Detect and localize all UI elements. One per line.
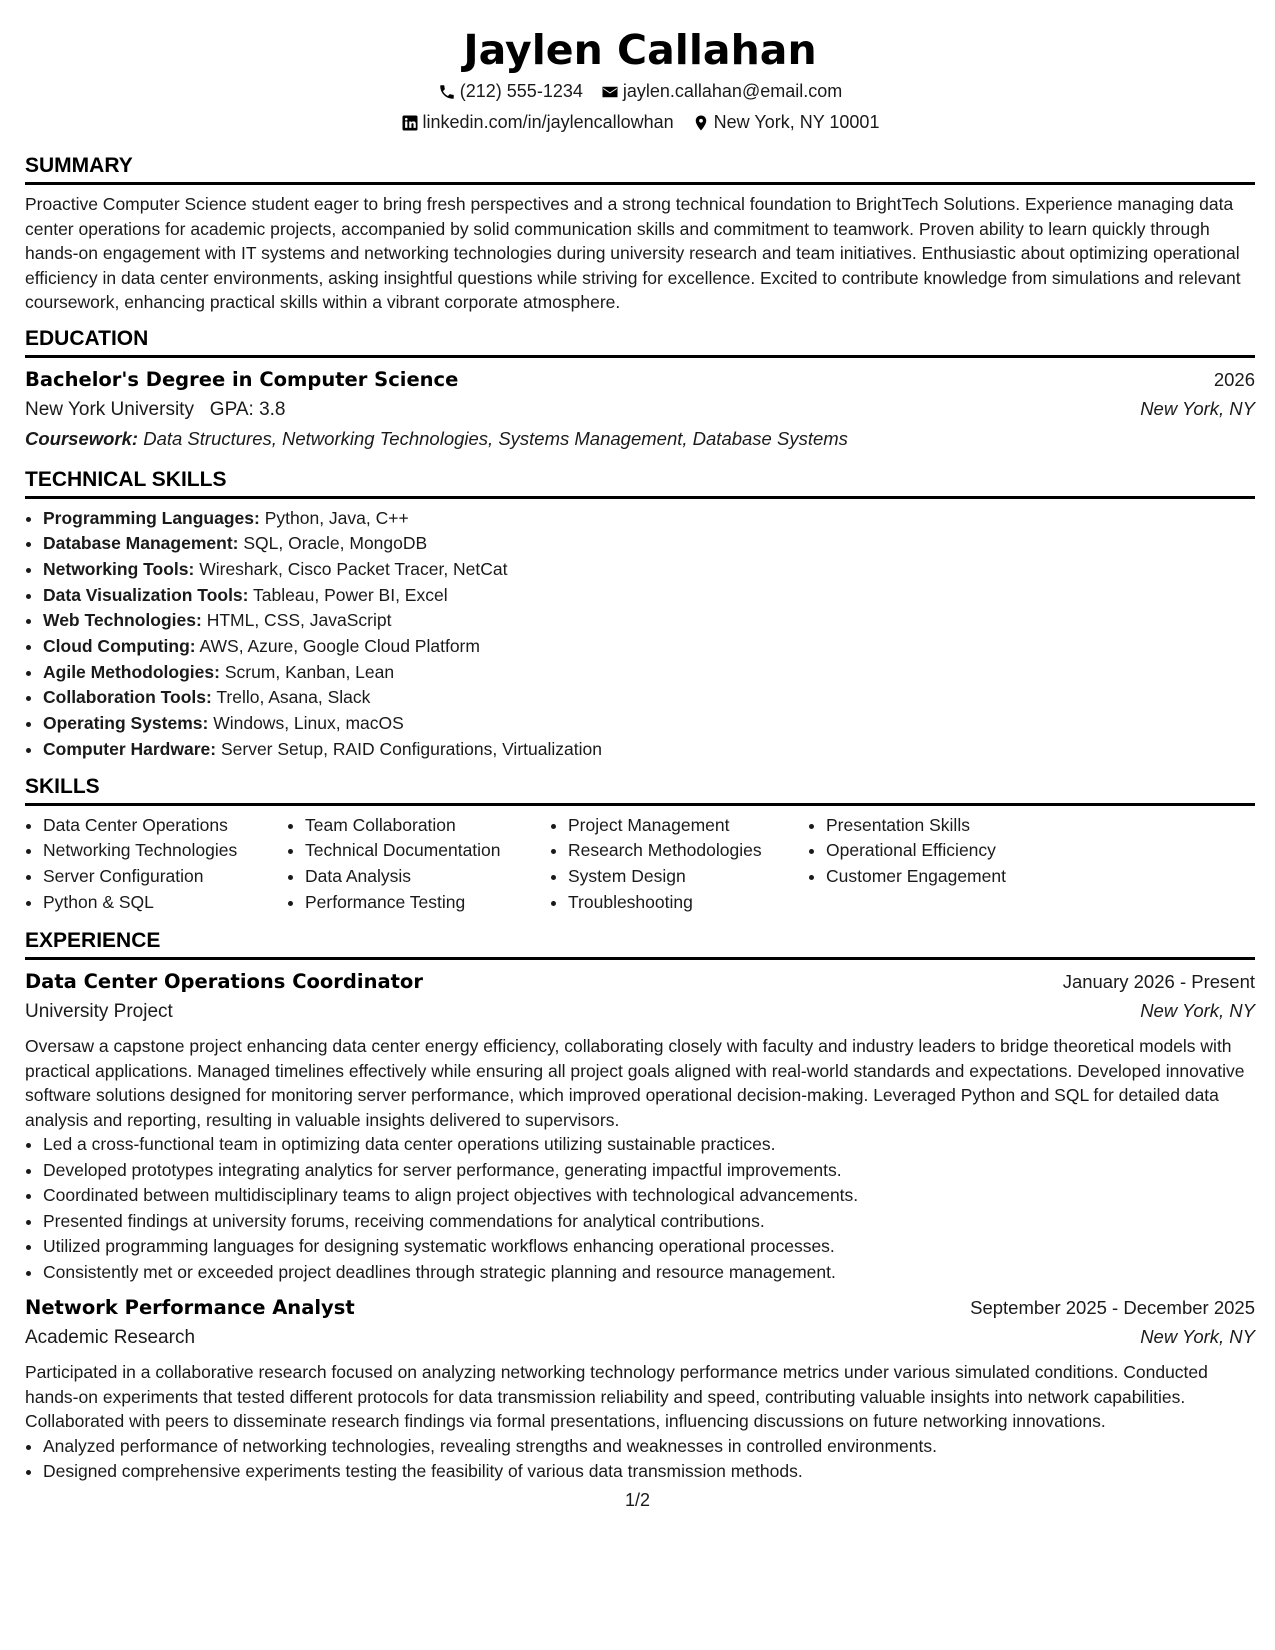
- technical-skill-item: [43, 737, 1255, 763]
- technical-skill-value: Wireshark, Cisco Packet Tracer, NetCat: [199, 558, 508, 579]
- job-org: University Project: [25, 1001, 173, 1023]
- job-title-row: [25, 967, 1255, 996]
- technical-skill-item: [43, 685, 1255, 711]
- job-entry: [25, 967, 1255, 1285]
- skills-grid: [25, 813, 1255, 916]
- job-bullet: • Consistently met or exceeded project deadlines through strategic planning and resource management.: [43, 1260, 1255, 1286]
- linkedin-contact[interactable]: [401, 107, 674, 138]
- technical-skills-heading: TECHNICAL SKILLS: [25, 468, 1255, 499]
- phone-icon: [438, 83, 456, 101]
- skill-item: • Team Collaboration: [305, 813, 550, 839]
- linkedin-text: linkedin.com/in/jaylencallowhan: [422, 112, 674, 132]
- map-pin-icon: [692, 114, 710, 132]
- job-org-row: [25, 996, 1255, 1026]
- school-location: New York, NY: [1140, 397, 1255, 419]
- job-org-row: [25, 1322, 1255, 1352]
- resume-page: [25, 0, 1255, 1493]
- summary-heading: SUMMARY: [25, 154, 1255, 185]
- technical-skill-label: Networking Tools:: [43, 558, 195, 579]
- job-bullet: • Designed comprehensive experiments testing the feasibility of various data transmission methods.: [43, 1459, 1255, 1485]
- skill-item: • Performance Testing: [305, 890, 550, 916]
- skill-item: • Networking Technologies: [43, 838, 287, 864]
- job-bullet: • Coordinated between multidisciplinary teams to align project objectives with technological advancements.: [43, 1183, 1255, 1209]
- skill-item: • Presentation Skills: [826, 813, 1066, 839]
- summary-text: Proactive Computer Science student eager to bring fresh perspectives and a strong technical foundation to BrightTech Solutions. Experience managing data center operations for academic projects, accompanied by solid communication skills and commitment to teamwork. Proven ability to learn quickly through hands-on engagement with IT systems and networking technologies during university research and team initiatives. Enthusiastic about optimizing operational efficiency in data center environments, asking insightful questions while striving for excellence. Excited to contribute knowledge from simulations and relevant coursework, enhancing practical skills within a vibrant corporate atmosphere.: [25, 194, 1241, 312]
- technical-skill-label: Web Technologies:: [43, 610, 202, 631]
- skill-item: • Customer Engagement: [826, 864, 1066, 890]
- location-text: New York, NY 10001: [713, 112, 880, 132]
- graduation-year: 2026: [1213, 368, 1255, 390]
- technical-skill-item: [43, 634, 1255, 660]
- candidate-name: Jaylen Callahan: [463, 26, 817, 74]
- page-number: 1/2: [624, 1490, 651, 1510]
- experience-heading: EXPERIENCE: [25, 929, 1255, 960]
- job-title: Data Center Operations Coordinator: [25, 970, 423, 994]
- job-location: New York, NY: [1140, 1000, 1255, 1022]
- skills-column: [25, 813, 287, 916]
- location-contact: [692, 107, 880, 138]
- education-school-row: [25, 394, 1255, 424]
- skills-column: [550, 813, 808, 916]
- job-bullet: • Led a cross-functional team in optimizing data center operations utilizing sustainable practices.: [43, 1132, 1255, 1158]
- job-title: Network Performance Analyst: [25, 1296, 355, 1320]
- job-title-row: [25, 1293, 1255, 1322]
- skills-heading: SKILLS: [25, 775, 1255, 806]
- degree-title: Bachelor's Degree in Computer Science: [25, 367, 459, 391]
- technical-skill-value: Trello, Asana, Slack: [216, 687, 371, 708]
- education-heading: EDUCATION: [25, 327, 1255, 358]
- skills-section: [25, 775, 1255, 916]
- job-dates: September 2025 - December 2025: [970, 1297, 1255, 1319]
- technical-skills-section: [25, 468, 1255, 763]
- technical-skills-list: [25, 506, 1255, 763]
- skill-item: • Technical Documentation: [305, 838, 550, 864]
- skills-column: [287, 813, 550, 916]
- job-org: Academic Research: [25, 1327, 196, 1349]
- technical-skill-label: Data Visualization Tools:: [43, 584, 249, 605]
- education-degree-row: [25, 365, 1255, 394]
- skill-item: • Python & SQL: [43, 890, 287, 916]
- skill-item: • Data Analysis: [305, 864, 550, 890]
- job-bullets: [25, 1132, 1255, 1285]
- job-description: Participated in a collaborative research focused on analyzing networking technology performance metrics under various simulated conditions. Conducted hands-on experiments that tested different protocols for data transmission reliability and speed, contributing valuable insights into network capabilities. Collaborated with peers to disseminate research findings via formal presentations, influencing discussions on future networking innovations.: [25, 1362, 1208, 1432]
- email-text: jaylen.callahan@email.com: [622, 81, 843, 101]
- contact-row-1: [25, 76, 1255, 107]
- job-bullets: [25, 1434, 1255, 1485]
- coursework-line: [25, 424, 1255, 454]
- linkedin-icon: [401, 114, 419, 132]
- education-section: [25, 327, 1255, 454]
- technical-skill-item: [43, 531, 1255, 557]
- coursework-label: Coursework:: [25, 427, 139, 449]
- technical-skill-value: Python, Java, C++: [264, 507, 409, 528]
- job-bullet: • Analyzed performance of networking technologies, revealing strengths and weaknesses in controlled environments.: [43, 1434, 1255, 1460]
- skill-item: • Operational Efficiency: [826, 838, 1066, 864]
- technical-skill-item: [43, 711, 1255, 737]
- job-entry: [25, 1293, 1255, 1485]
- technical-skill-value: Windows, Linux, macOS: [213, 713, 404, 734]
- technical-skill-item: [43, 506, 1255, 532]
- technical-skill-item: [43, 583, 1255, 609]
- skill-item: • Troubleshooting: [568, 890, 808, 916]
- technical-skill-value: SQL, Oracle, MongoDB: [243, 533, 428, 554]
- skills-column: [808, 813, 1066, 916]
- skill-item: • System Design: [568, 864, 808, 890]
- school-info: [25, 395, 285, 424]
- technical-skill-value: AWS, Azure, Google Cloud Platform: [199, 636, 480, 657]
- technical-skill-label: Database Management:: [43, 533, 239, 554]
- technical-skill-label: Computer Hardware:: [43, 738, 217, 759]
- phone-text: (212) 555-1234: [459, 81, 583, 101]
- job-bullet: • Developed prototypes integrating analytics for server performance, generating impactful improvements.: [43, 1158, 1255, 1184]
- technical-skill-label: Collaboration Tools:: [43, 687, 212, 708]
- coursework-list: Data Structures, Networking Technologies, Systems Management, Database Systems: [143, 427, 848, 449]
- experience-section: [25, 929, 1255, 1485]
- job-dates: January 2026 - Present: [1062, 971, 1255, 993]
- technical-skill-label: Programming Languages:: [43, 507, 260, 528]
- technical-skill-item: [43, 660, 1255, 686]
- technical-skill-label: Operating Systems:: [43, 713, 209, 734]
- technical-skill-value: Server Setup, RAID Configurations, Virtualization: [220, 738, 602, 759]
- skill-item: • Server Configuration: [43, 864, 287, 890]
- job-description: Oversaw a capstone project enhancing data center energy efficiency, collaborating closely with faculty and industry leaders to bridge theoretical models with practical applications. Managed timelines effectively while ensuring all project goals aligned with real-world standards and expectations. Developed innovative software solutions designed for monitoring server performance, which improved operational decision-making. Leveraged Python and SQL for detailed data analysis and reporting, resulting in valuable insights delivered to supervisors.: [25, 1036, 1245, 1130]
- technical-skill-item: [43, 557, 1255, 583]
- skill-item: • Research Methodologies: [568, 838, 808, 864]
- job-bullet: • Presented findings at university forums, receiving commendations for analytical contributions.: [43, 1209, 1255, 1235]
- experience-jobs: [25, 967, 1255, 1485]
- technical-skill-value: HTML, CSS, JavaScript: [206, 610, 392, 631]
- skill-item: • Data Center Operations: [43, 813, 287, 839]
- technical-skill-label: Agile Methodologies:: [43, 661, 220, 682]
- technical-skill-value: Tableau, Power BI, Excel: [253, 584, 448, 605]
- summary-section: [25, 154, 1255, 315]
- school-name: New York University: [25, 398, 194, 420]
- technical-skill-value: Scrum, Kanban, Lean: [224, 661, 395, 682]
- job-bullet: • Utilized programming languages for designing systematic workflows enhancing operational processes.: [43, 1234, 1255, 1260]
- skill-item: • Project Management: [568, 813, 808, 839]
- phone-contact: [438, 76, 583, 107]
- technical-skill-label: Cloud Computing:: [43, 636, 196, 657]
- job-location: New York, NY: [1140, 1326, 1255, 1348]
- email-contact[interactable]: [601, 76, 842, 107]
- contact-row-2: [25, 107, 1255, 138]
- envelope-icon: [601, 83, 619, 101]
- gpa: GPA: 3.8: [209, 398, 286, 420]
- technical-skill-item: [43, 608, 1255, 634]
